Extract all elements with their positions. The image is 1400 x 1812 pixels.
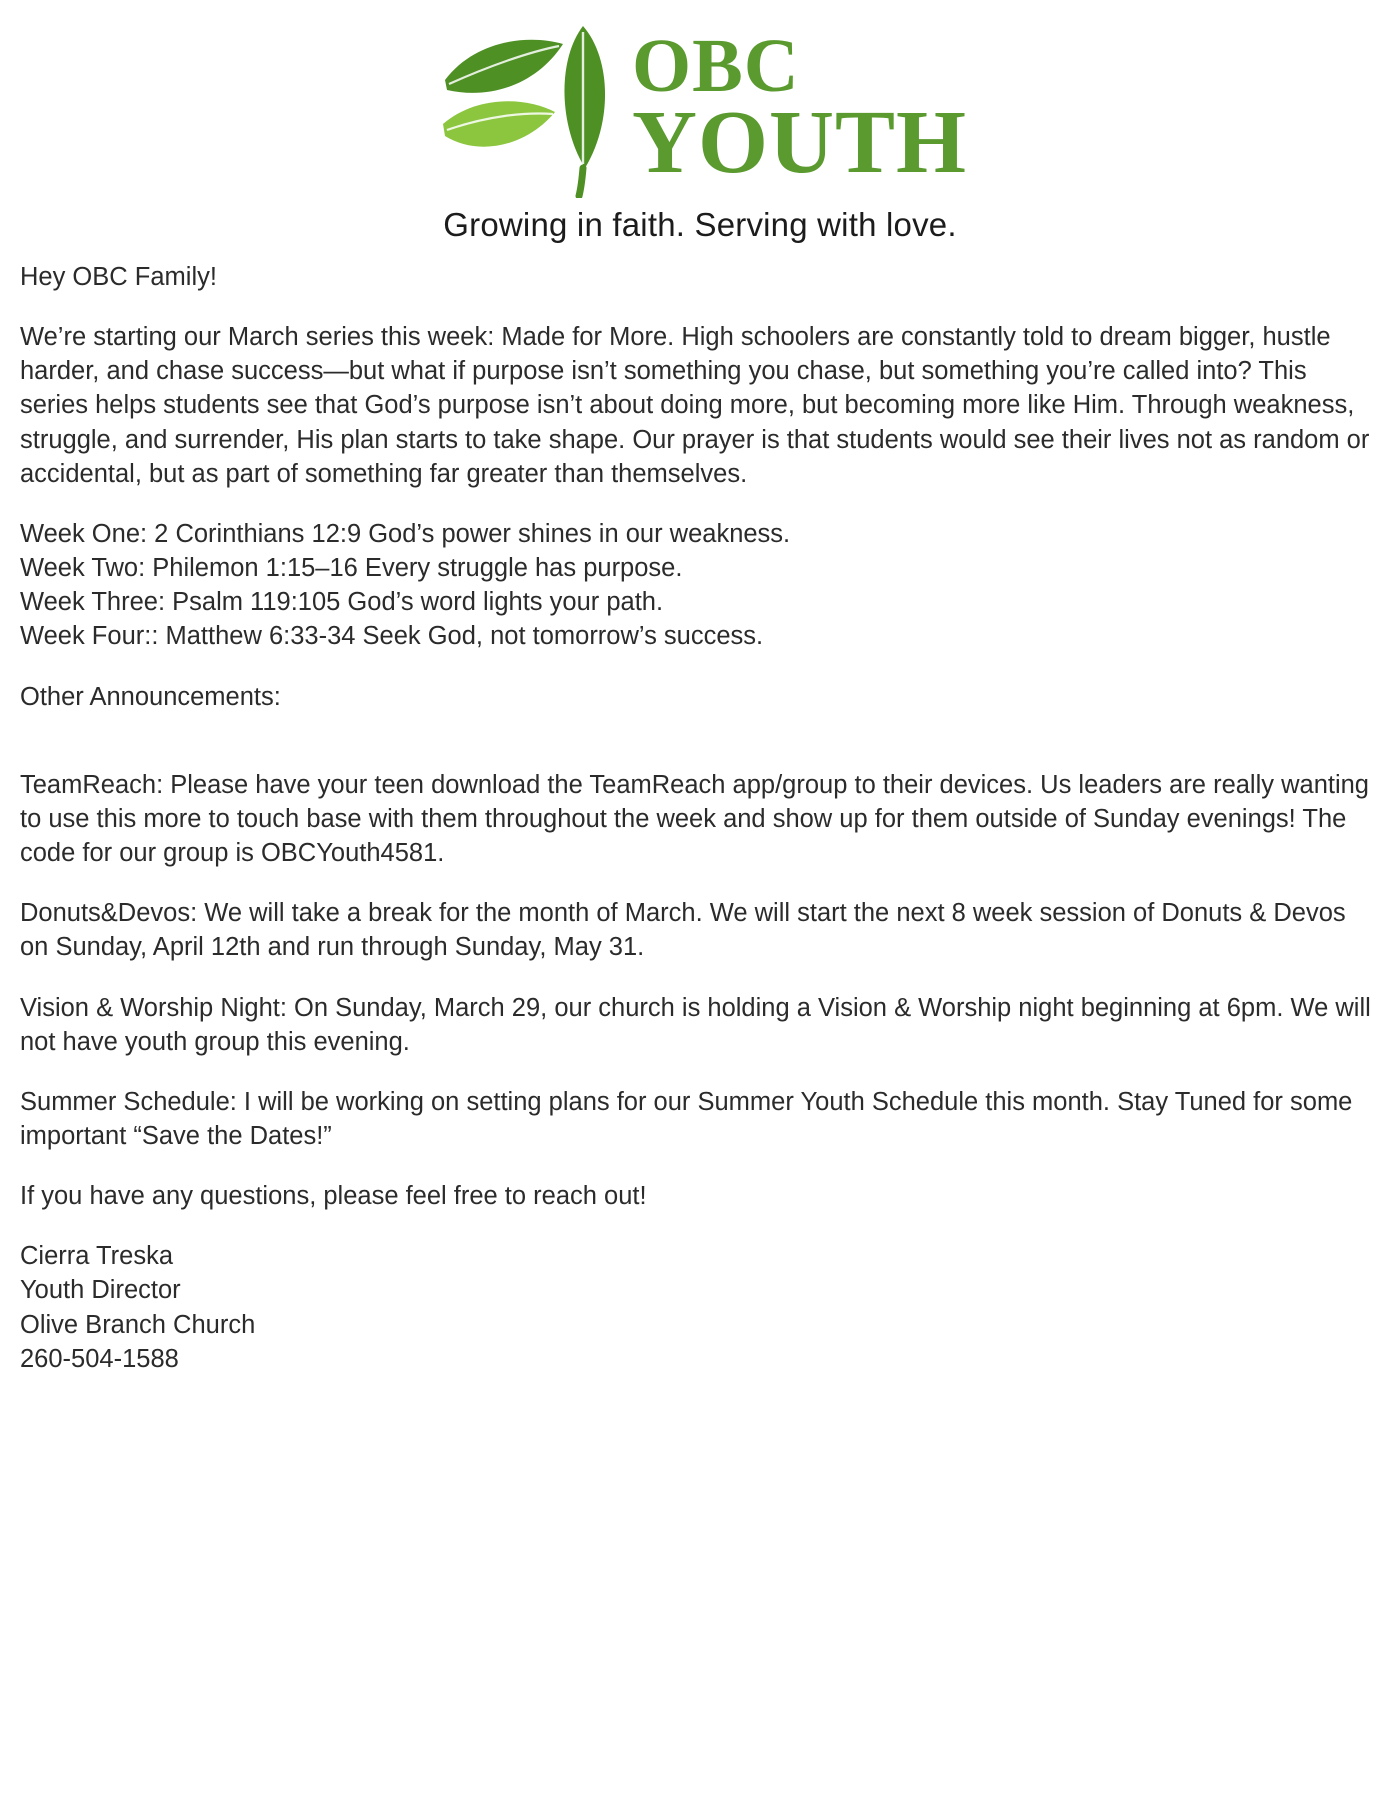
logo-line-youth: YOUTH bbox=[631, 92, 968, 192]
olive-leaf-logo-icon bbox=[433, 18, 638, 198]
week-two-line: Week Two: Philemon 1:15–16 Every struggle has purpose. bbox=[20, 554, 683, 583]
closing-line: If you have any questions, please feel free to reach out! bbox=[20, 1182, 647, 1211]
signature-block bbox=[20, 1239, 1380, 1376]
signature-organization: Olive Branch Church bbox=[20, 1310, 256, 1339]
week-one-line: Week One: 2 Corinthians 12:9 God’s power shines in our weakness. bbox=[20, 519, 791, 548]
announcement-vision-worship-night: Vision & Worship Night: On Sunday, March 29, our church is holding a Vision & Worship night beginning at 6pm. We will not have youth group this evening. bbox=[20, 993, 1371, 1056]
week-three-line: Week Three: Psalm 119:105 God’s word lights your path. bbox=[20, 588, 664, 617]
announcement-donuts-devos: Donuts&Devos: We will take a break for the month of March. We will start the next 8 week session of Donuts & Devos on Sunday, April 12th and run through Sunday, May 31. bbox=[20, 899, 1346, 962]
signature-name: Cierra Treska bbox=[20, 1242, 174, 1271]
letter-body bbox=[0, 244, 1400, 1376]
announcement-summer-schedule: Summer Schedule: I will be working on setting plans for our Summer Youth Schedule this month. Stay Tuned for some important “Save the Dates!” bbox=[20, 1087, 1353, 1150]
series-intro-paragraph: We’re starting our March series this week: Made for More. High schoolers are constantly told to dream bigger, hustle harder, and chase success—but what if purpose isn’t something you chase, but something you’re called into? This series helps students see that God’s purpose isn’t about doing more, but becoming more like Him. Through weakness, struggle, and surrender, His plan starts to take shape. Our prayer is that students would see their lives not as random or accidental, but as part of something far greater than themselves. bbox=[20, 323, 1370, 488]
logo-line-obc: OBC bbox=[631, 23, 800, 108]
signature-phone: 260-504-1588 bbox=[20, 1344, 179, 1373]
logo-block bbox=[0, 0, 1400, 244]
week-four-line: Week Four:: Matthew 6:33-34 Seek God, not tomorrow’s success. bbox=[20, 622, 764, 651]
logo-wordmark bbox=[631, 23, 968, 192]
announcement-teamreach: TeamReach: Please have your teen download the TeamReach app/group to their devices. Us leaders are really wanting to use this more to touch base with them throughout the week and show up for them outside of Sunday evenings! The code for our group is OBCYouth4581. bbox=[20, 770, 1369, 868]
announcements-heading: Other Announcements: bbox=[20, 682, 281, 711]
section-spacer bbox=[20, 714, 1380, 768]
greeting: Hey OBC Family! bbox=[20, 263, 217, 291]
logo-tagline: Growing in faith. Serving with love. bbox=[443, 206, 957, 243]
signature-title: Youth Director bbox=[20, 1276, 181, 1305]
logo-row bbox=[433, 18, 967, 198]
weekly-schedule-list bbox=[20, 517, 1380, 654]
